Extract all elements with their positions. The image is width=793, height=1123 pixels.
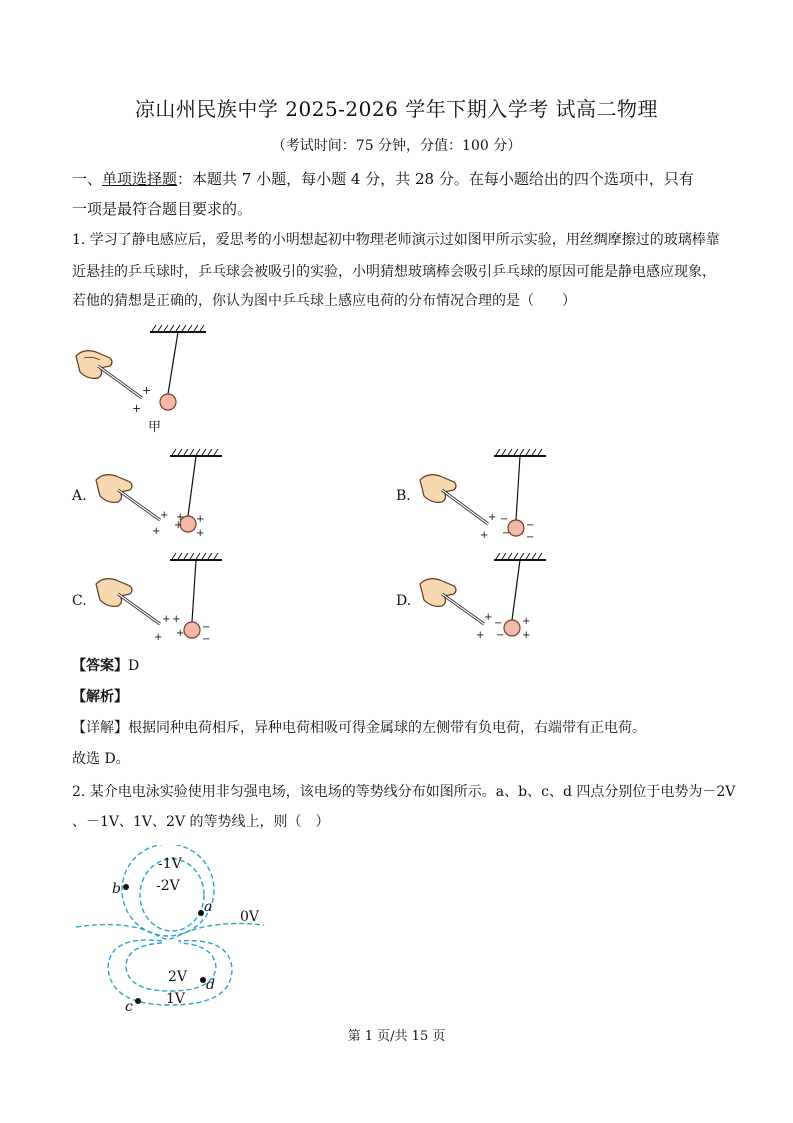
svg-text:+: + bbox=[162, 614, 171, 625]
label-a: a bbox=[204, 899, 213, 915]
answer-tag: 【答案】 bbox=[72, 658, 128, 674]
points bbox=[123, 884, 206, 1004]
label-0v: 0V bbox=[240, 909, 260, 925]
conclusion: 故选 D。 bbox=[72, 751, 130, 767]
svg-text:+: + bbox=[196, 528, 205, 539]
label-c: c bbox=[125, 999, 133, 1015]
svg-text:+: + bbox=[154, 632, 163, 643]
q1-stem-line2: 近悬挂的乒乓球时，乒乓球会被吸引的实验，小明猜想玻璃棒会吸引乒乓球的原因可能是静电感应现象， bbox=[72, 264, 716, 280]
section-intro-text: ：本题共 7 小题，每小题 4 分，共 28 分。在每小题给出的四个选项中，只有 bbox=[177, 170, 694, 188]
label-minus-1v: -1V bbox=[158, 856, 182, 872]
line-0v bbox=[76, 924, 264, 940]
ball-icon bbox=[508, 520, 524, 536]
option-a-figure[interactable] bbox=[92, 448, 232, 544]
label-2v: 2V bbox=[168, 969, 188, 985]
svg-text:+: + bbox=[176, 512, 185, 523]
ball-icon bbox=[504, 620, 520, 636]
svg-text:−: − bbox=[500, 514, 509, 525]
q2-stem-line1: 2. 某介电电泳实验使用非匀强电场，该电场的等势线分布如图所示。a、b、c、d 四点分别位于电势为－2V bbox=[72, 784, 736, 800]
pingpong-ball bbox=[160, 394, 176, 410]
option-d-figure[interactable] bbox=[416, 552, 556, 648]
svg-text:+: + bbox=[176, 628, 185, 639]
answer-row bbox=[72, 656, 139, 676]
section-intro bbox=[72, 168, 694, 190]
svg-text:+: + bbox=[476, 630, 485, 641]
svg-text:+: + bbox=[132, 402, 142, 415]
svg-text:+: + bbox=[488, 512, 497, 523]
svg-text:−: − bbox=[496, 630, 505, 641]
equipotential-figure bbox=[70, 845, 290, 1015]
option-b-label[interactable]: B. bbox=[396, 488, 411, 504]
svg-text:−: − bbox=[494, 618, 503, 629]
svg-text:−: − bbox=[526, 520, 535, 531]
q1-stem-line3: 若他的猜想是正确的，你认为图中乒乓球上感应电荷的分布情况合理的是（ ） bbox=[72, 293, 576, 309]
label-d: d bbox=[206, 977, 215, 993]
hand-icon bbox=[96, 579, 132, 607]
q2-stem-line2: 、－1V、1V、2V 的等势线上，则（ ） bbox=[72, 814, 330, 830]
figure-jia bbox=[70, 322, 220, 440]
point-c bbox=[135, 998, 141, 1004]
option-c-label[interactable]: C. bbox=[72, 593, 87, 609]
detail-text: 根据同种电荷相斥，异种电荷相吸可得金属球的左侧带有负电荷，右端带有正电荷。 bbox=[128, 720, 646, 736]
svg-text:+: + bbox=[160, 510, 169, 521]
hand-icon bbox=[76, 351, 112, 379]
analysis-tag: 【解析】 bbox=[72, 689, 128, 705]
svg-text:−: − bbox=[526, 532, 535, 543]
exam-info: （考试时间：75 分钟，分值：100 分） bbox=[271, 138, 522, 154]
svg-text:+: + bbox=[196, 514, 205, 525]
svg-text:+: + bbox=[480, 530, 489, 541]
svg-text:+: + bbox=[172, 614, 181, 625]
svg-text:−: − bbox=[502, 528, 511, 539]
option-a-label[interactable]: A. bbox=[72, 488, 87, 504]
label-b: b bbox=[112, 881, 121, 897]
answer-value: D bbox=[128, 658, 140, 674]
section-number: 一、 bbox=[72, 170, 103, 188]
section-heading: 单项选择题 bbox=[102, 170, 178, 188]
option-b-figure[interactable] bbox=[416, 448, 556, 544]
svg-text:+: + bbox=[522, 630, 531, 641]
option-d-label[interactable]: D. bbox=[396, 593, 412, 609]
svg-text:−: − bbox=[202, 634, 211, 645]
svg-text:+: + bbox=[522, 616, 531, 627]
hand-icon bbox=[420, 475, 456, 503]
point-b bbox=[123, 884, 129, 890]
section-intro-line2: 一项是最符合题目要求的。 bbox=[72, 200, 253, 218]
svg-text:+: + bbox=[484, 612, 493, 623]
detail-row bbox=[72, 718, 646, 738]
svg-text:−: − bbox=[202, 622, 211, 633]
hand-icon bbox=[96, 475, 132, 503]
svg-text:+: + bbox=[174, 520, 183, 531]
ball-icon bbox=[184, 622, 200, 638]
q1-stem-line1: 1. 学习了静电感应后，爱思考的小明想起初中物理老师演示过如图甲所示实验，用丝绸摩擦过的玻璃棒靠 bbox=[72, 232, 720, 248]
svg-text:+: + bbox=[152, 526, 161, 537]
figure-jia-label: 甲 bbox=[148, 420, 162, 435]
svg-text:+: + bbox=[142, 384, 152, 397]
label-1v: 1V bbox=[166, 991, 186, 1007]
label-minus-2v: -2V bbox=[156, 878, 180, 894]
rod-charges bbox=[132, 384, 151, 415]
detail-tag: 【详解】 bbox=[72, 720, 128, 736]
pendulum-thread bbox=[168, 332, 178, 394]
ceiling-hatch bbox=[150, 325, 206, 332]
page-title: 凉山州民族中学 2025-2026 学年下期入学考 试高二物理 bbox=[134, 97, 659, 121]
page-number: 第 1 页/共 15 页 bbox=[347, 1029, 446, 1044]
option-c-figure[interactable] bbox=[92, 552, 232, 648]
hand-icon bbox=[420, 579, 456, 607]
